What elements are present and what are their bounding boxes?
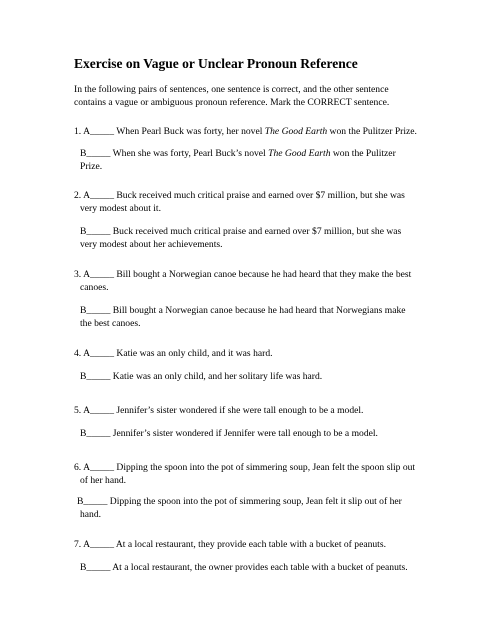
- item-5-option-a: [74, 405, 363, 418]
- item-2-option-a: [74, 190, 405, 203]
- book-title: The Good Earth: [268, 148, 331, 159]
- item-3-option-b: B_____ Bill bought a Norwegian canoe because he had heard that Norwegians make: [80, 305, 406, 316]
- item-5-option-b: B_____ Jennifer’s sister wondered if Jennifer were tall enough to be a model.: [80, 428, 378, 439]
- item-1-option-b: [80, 148, 396, 161]
- item-7-option-b: B_____ At a local restaurant, the owner provides each table with a bucket of peanuts.: [80, 562, 408, 573]
- item-number: 5.: [74, 405, 82, 416]
- item-4-option-b: B_____ Katie was an only child, and her solitary life was hard.: [80, 371, 323, 382]
- item-1-option-b-continued: Prize.: [80, 161, 103, 172]
- item-number: 2.: [74, 190, 82, 201]
- item-6-option-a: [74, 462, 415, 475]
- option-text: A_____ Katie was an only child, and it was hard.: [83, 348, 273, 359]
- item-number: 4.: [74, 348, 82, 359]
- item-1-option-a: [74, 126, 417, 139]
- book-title: The Good Earth: [264, 126, 328, 137]
- item-6-option-b: B_____ Dipping the spoon into the pot of simmering soup, Jean felt it slip out of her: [77, 496, 402, 507]
- option-text: A_____ At a local restaurant, they provide each table with a bucket of peanuts.: [83, 539, 386, 550]
- instructions: [74, 84, 454, 109]
- item-6-option-b-continued: hand.: [80, 509, 102, 520]
- option-text: A_____ When Pearl Buck was forty, her novel: [83, 126, 265, 137]
- item-2-option-b: B_____ Buck received much critical praise and earned over $7 million, but she was: [80, 226, 402, 237]
- item-3-option-a-continued: canoes.: [80, 282, 109, 293]
- item-3-option-a: [74, 269, 411, 282]
- item-number: 7.: [74, 539, 82, 550]
- option-text: A_____ Bill bought a Norwegian canoe because he had heard that they make the best: [83, 269, 412, 280]
- option-text: B_____ When she was forty, Pearl Buck’s novel: [80, 148, 269, 159]
- item-7-option-a: [74, 539, 386, 552]
- instructions-line: contains a vague or ambiguous pronoun reference. Mark the CORRECT sentence.: [74, 96, 390, 108]
- item-2-option-b-continued: very modest about her achievements.: [80, 239, 223, 250]
- item-3-option-b-continued: the best canoes.: [80, 318, 141, 329]
- item-number: 3.: [74, 269, 82, 280]
- item-2-option-a-continued: very modest about it.: [80, 203, 161, 214]
- page-title: Exercise on Vague or Unclear Pronoun Reference: [74, 56, 358, 71]
- instructions-line: In the following pairs of sentences, one sentence is correct, and the other sentence: [74, 84, 389, 95]
- option-text: won the Pulitzer Prize.: [327, 126, 417, 137]
- option-text: A_____ Dipping the spoon into the pot of simmering soup, Jean felt the spoon slip out: [83, 462, 416, 473]
- item-6-option-a-continued: of her hand.: [80, 475, 127, 486]
- option-text: A_____ Jennifer’s sister wondered if she were tall enough to be a model.: [83, 405, 364, 416]
- option-text: won the Pulitzer: [330, 148, 396, 159]
- option-text: A_____ Buck received much critical praise and earned over $7 million, but she was: [83, 190, 405, 201]
- item-4-option-a: [74, 348, 273, 361]
- item-number: 6.: [74, 462, 82, 473]
- item-number: 1.: [74, 126, 82, 137]
